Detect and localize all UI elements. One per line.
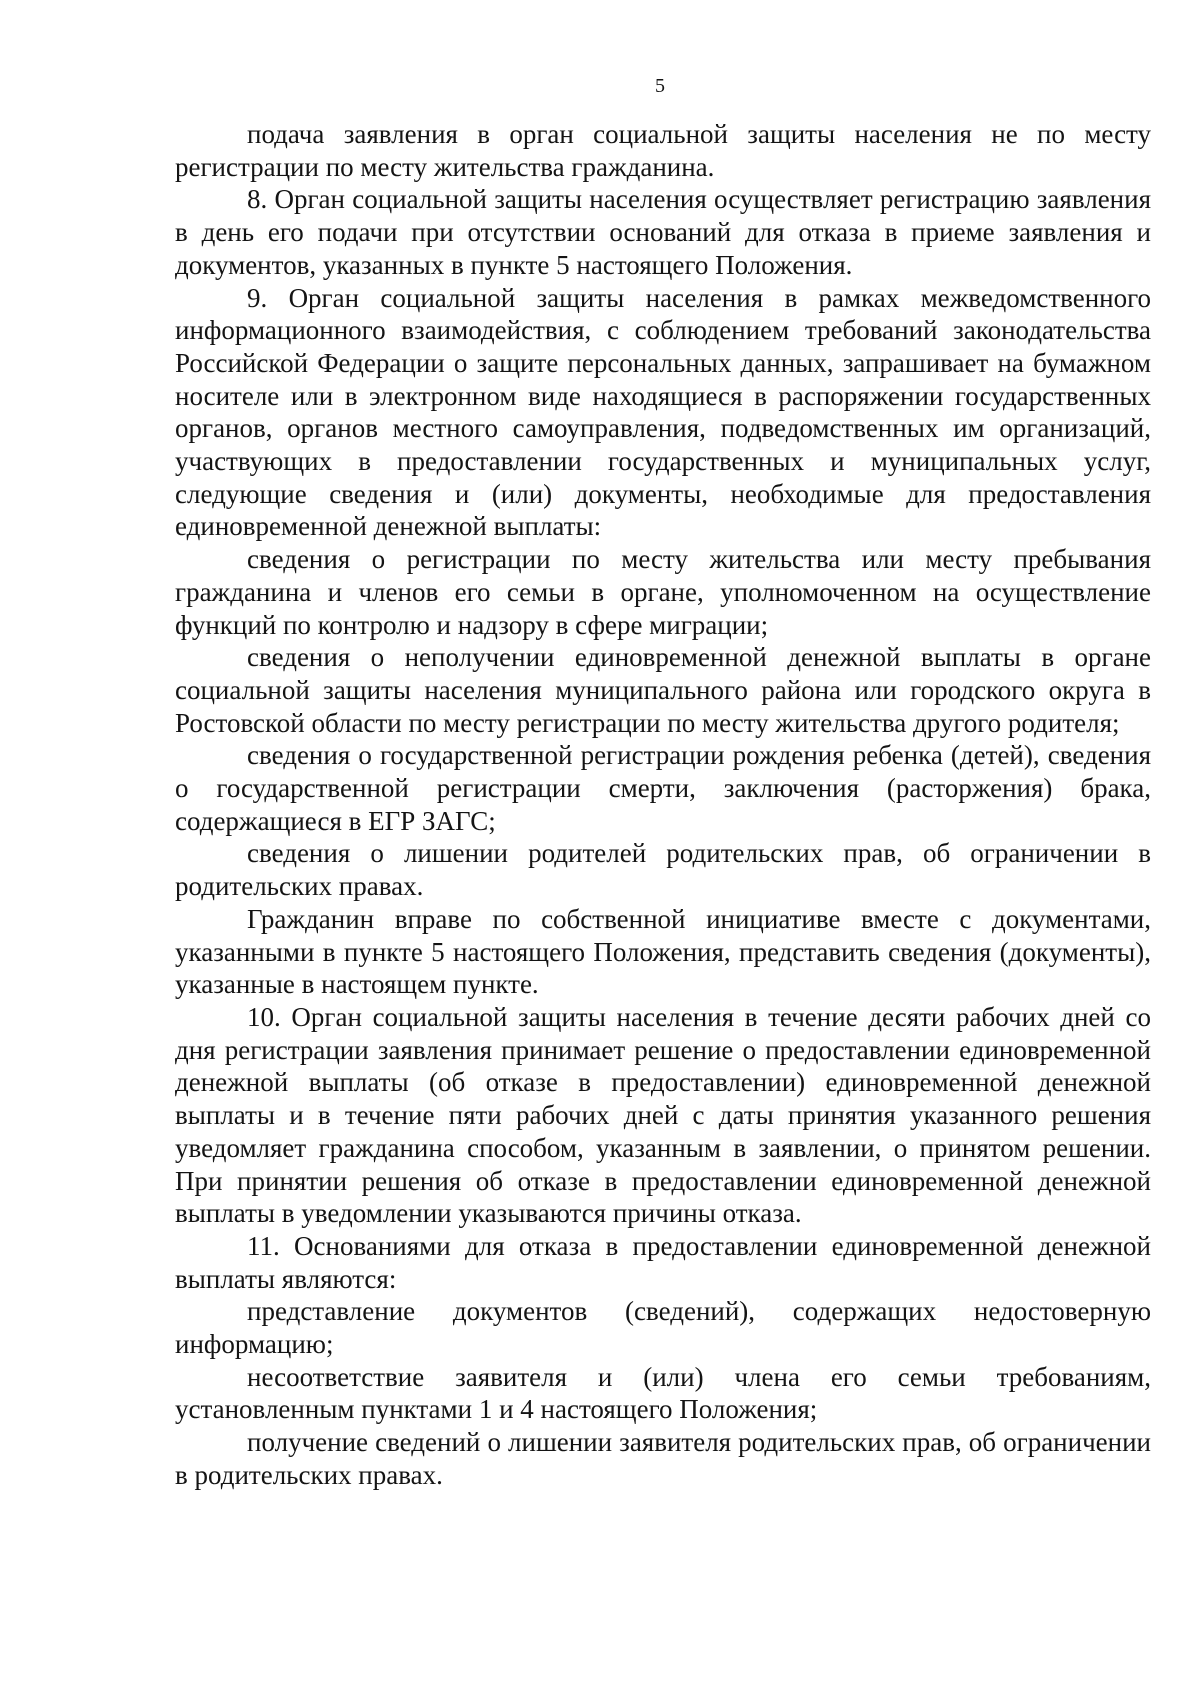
paragraph-refusal-noncompliance: несоответствие заявителя и (или) члена его семьи требованиям, установленным пунктами 1 и 4 настоящего Положения; bbox=[175, 1361, 1151, 1425]
paragraph-civil-registry-info: сведения о государственной регистрации рождения ребенка (детей), сведения о государственной регистрации смерти, заключения (расторжения) брака, содержащиеся в ЕГР ЗАГС; bbox=[175, 740, 1151, 836]
document-body bbox=[175, 118, 1151, 1492]
page-number: 5 bbox=[655, 75, 665, 97]
paragraph-citizen-initiative: Гражданин вправе по собственной инициативе вместе с документами, указанными в пункте 5 настоящего Положения, представить сведения (документы), указанные в настоящем пункте. bbox=[175, 903, 1151, 1000]
paragraph-submission-not-at-residence: подача заявления в орган социальной защиты населения не по месту регистрации по месту жительства гражданина. bbox=[175, 119, 1151, 182]
paragraph-item-8: 8. Орган социальной защиты населения осуществляет регистрацию заявления в день его подачи при отсутствии оснований для отказа в приеме заявления и документов, указанных в пункте 5 настоящего Положения. bbox=[175, 184, 1151, 280]
paragraph-refusal-parental-rights: получение сведений о лишении заявителя родительских прав, об ограничении в родительских правах. bbox=[175, 1427, 1151, 1490]
paragraph-parental-rights-info: сведения о лишении родителей родительских прав, об ограничении в родительских правах. bbox=[175, 838, 1151, 902]
paragraph-item-11: 11. Основаниями для отказа в предоставлении единовременной денежной выплаты являются: bbox=[175, 1230, 1151, 1294]
paragraph-non-receipt-info: сведения о неполучении единовременной денежной выплаты в органе социальной защиты населения муниципального района или городского округа в Ростовской области по месту регистрации по месту жительства другого родителя; bbox=[175, 642, 1151, 738]
paragraph-refusal-false-info: представление документов (сведений), содержащих недостоверную информацию; bbox=[175, 1296, 1151, 1360]
paragraph-item-10: 10. Орган социальной защиты населения в течение десяти рабочих дней со дня регистрации заявления принимает решение о предоставлении единовременной денежной выплаты (об отказе в предоставлении) единовременной денежной выплаты и в течение пяти рабочих дней с даты принятия указанного решения уведомляет гражданина способом, указанным в заявлении, о принятом решении. При принятии решения об отказе в предоставлении единовременной денежной выплаты в уведомлении указываются причины отказа. bbox=[175, 1001, 1151, 1229]
paragraph-item-9: 9. Орган социальной защиты населения в рамках межведомственного информационного взаимодействия, с соблюдением требований законодательства Российской Федерации о защите персональных данных, запрашивает на бумажном носителе или в электронном виде находящиеся в распоряжении государственных органов, органов местного самоуправления, подведомственных им организаций, участвующих в предоставлении государственных и муниципальных услуг, следующие сведения и (или) документы, необходимые для предоставления единовременной денежной выплаты: bbox=[175, 282, 1151, 542]
paragraph-registration-info: сведения о регистрации по месту жительства или месту пребывания гражданина и членов его семьи в органе, уполномоченном на осуществление функций по контролю и надзору в сфере миграции; bbox=[175, 544, 1151, 640]
